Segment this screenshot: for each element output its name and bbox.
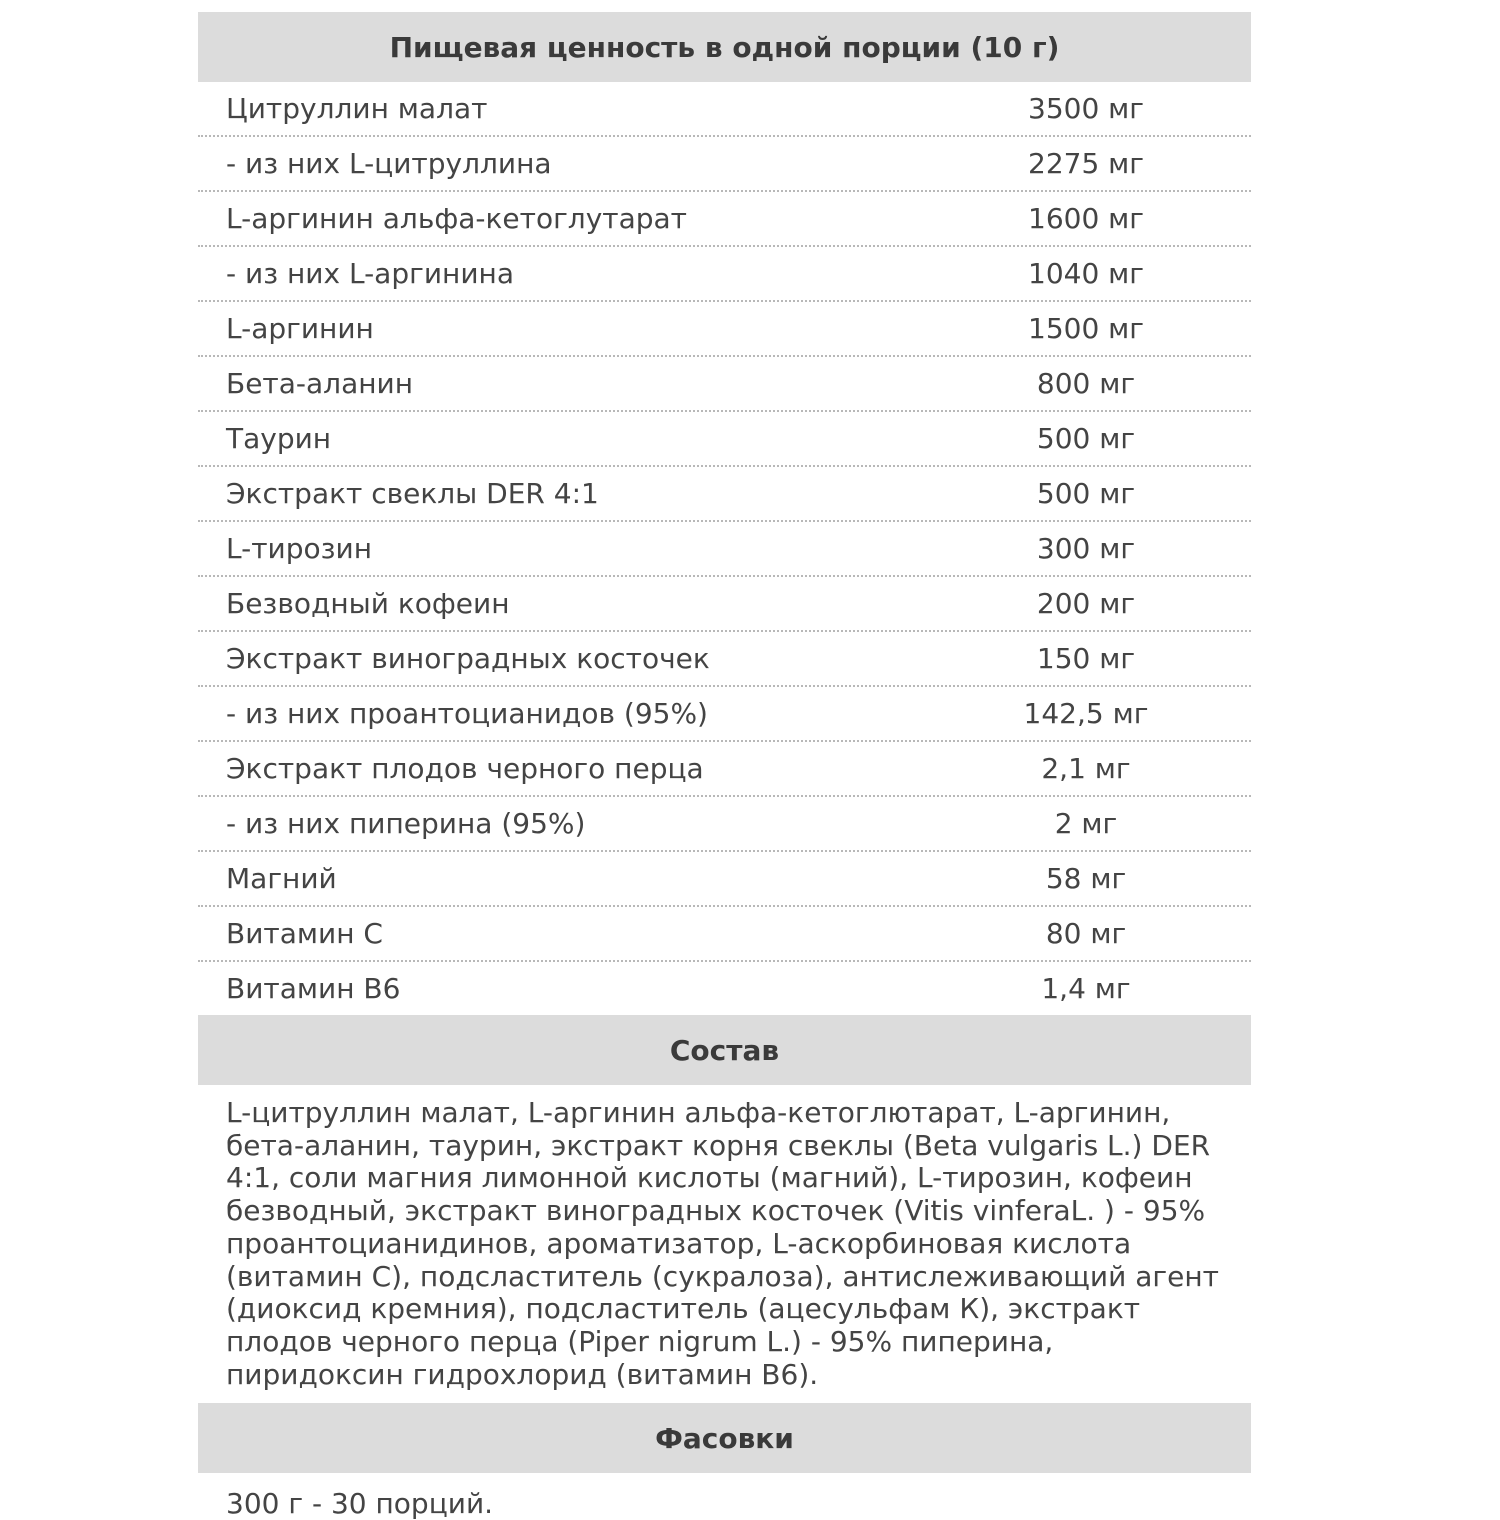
table-row	[198, 467, 1251, 522]
nutrient-value: 300 мг	[1036, 532, 1136, 565]
nutrient-name: Таурин	[226, 422, 332, 455]
nutrient-name: Экстракт свеклы DER 4:1	[226, 477, 599, 510]
nutrient-value: 500 мг	[1036, 477, 1136, 510]
nutrient-value: 80 мг	[1045, 917, 1127, 950]
table-row	[198, 412, 1251, 467]
nutrition-table	[198, 82, 1251, 1015]
nutrient-name: Витамин В6	[226, 972, 401, 1005]
nutrient-name: Безводный кофеин	[226, 587, 510, 620]
nutrient-value: 1600 мг	[1028, 202, 1144, 235]
table-row	[198, 522, 1251, 577]
table-row	[198, 632, 1251, 687]
nutrient-value: 150 мг	[1036, 642, 1136, 675]
nutrient-value: 1,4 мг	[1041, 972, 1131, 1005]
nutrient-name: Экстракт виноградных косточек	[226, 642, 710, 675]
nutrient-value: 58 мг	[1045, 862, 1127, 895]
table-row	[198, 687, 1251, 742]
nutrient-name: L-тирозин	[226, 532, 373, 565]
table-row	[198, 357, 1251, 412]
nutrient-name: L-аргинин	[226, 312, 374, 345]
nutrient-name: - из них пиперина (95%)	[226, 807, 586, 840]
table-row	[198, 302, 1251, 357]
table-row	[198, 247, 1251, 302]
nutrient-name: Цитруллин малат	[226, 92, 488, 125]
table-row	[198, 852, 1251, 907]
nutrient-name: Бета-аланин	[226, 367, 414, 400]
nutrient-value: 800 мг	[1036, 367, 1136, 400]
nutrient-name: - из них L-аргинина	[226, 257, 514, 290]
nutrient-value: 2 мг	[1054, 807, 1118, 840]
product-info-sheet	[198, 12, 1251, 1520]
nutrient-name: - из них проантоцианидов (95%)	[226, 697, 708, 730]
nutrient-name: Витамин С	[226, 917, 383, 950]
nutrient-name: L-аргинин альфа-кетоглутарат	[226, 202, 687, 235]
nutrient-value: 2,1 мг	[1041, 752, 1131, 785]
table-row	[198, 82, 1251, 137]
table-row	[198, 137, 1251, 192]
nutrient-value: 2275 мг	[1028, 147, 1144, 180]
nutrient-value: 3500 мг	[1028, 92, 1144, 125]
nutrient-value: 1040 мг	[1028, 257, 1144, 290]
nutrient-value: 500 мг	[1036, 422, 1136, 455]
nutrient-value: 142,5 мг	[1023, 697, 1149, 730]
packaging-header: Фасовки	[198, 1403, 1251, 1473]
nutrient-name: Магний	[226, 862, 337, 895]
composition-text: L-цитруллин малат, L-аргинин альфа-кетоглютарат, L-аргинин, бета-аланин, таурин, экстракт корня свеклы (Beta vulgaris L.) DER 4:1, соли магния лимонной кислоты (магний), L-тирозин, кофеин безводный, экстракт виноградных косточек (Vitis vinferaL. ) - 95% проантоцианидинов, ароматизатор, L-аскорбиновая кислота (витамин С), подсластитель (сукралоза), антислеживающий агент (диоксид кремния), подсластитель (ацесульфам К), экстракт плодов черного перца (Piper nigrum L.) - 95% пиперина, пиридоксин гидрохлорид (витамин В6).	[226, 1096, 1219, 1391]
nutrient-value: 1500 мг	[1028, 312, 1144, 345]
table-row	[198, 907, 1251, 962]
table-row	[198, 797, 1251, 852]
composition-header: Состав	[198, 1015, 1251, 1085]
nutrition-header: Пищевая ценность в одной порции (10 г)	[198, 12, 1251, 82]
nutrient-name: Экстракт плодов черного перца	[226, 752, 704, 785]
nutrient-value: 200 мг	[1036, 587, 1136, 620]
nutrient-name: - из них L-цитруллина	[226, 147, 552, 180]
table-row	[198, 962, 1251, 1015]
packaging-text: 300 г - 30 порций.	[226, 1487, 494, 1520]
table-row	[198, 577, 1251, 632]
table-row	[198, 192, 1251, 247]
table-row	[198, 742, 1251, 797]
